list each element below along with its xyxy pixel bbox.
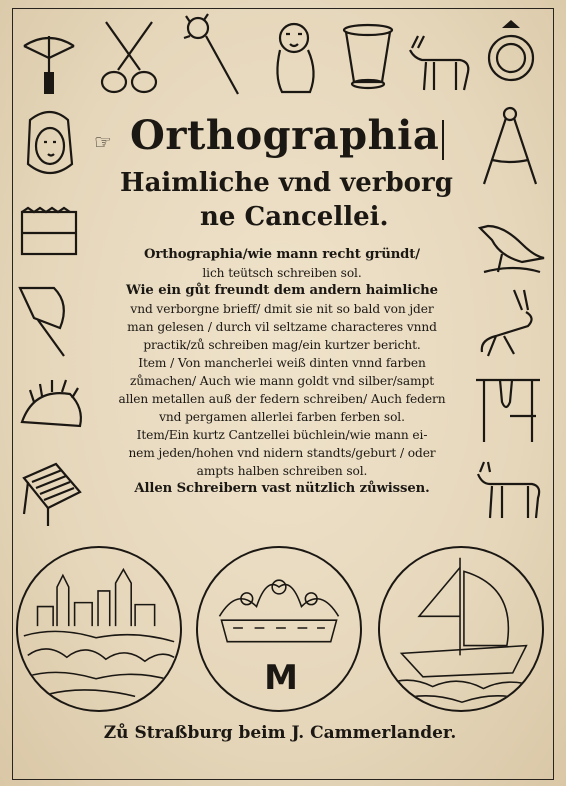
vase-icon — [340, 22, 396, 92]
imprint-line: Zů Straßburg beim J. Cammerlander. — [103, 723, 457, 743]
subtitle-line-2: ne Cancellei. — [200, 202, 389, 232]
title-bracket — [442, 120, 444, 160]
monogram-letter: M — [264, 658, 298, 698]
hare-icon — [474, 286, 546, 360]
page-title: Orthographia — [130, 112, 440, 159]
text-line: Orthographia/wie mann recht gründt/ — [143, 247, 421, 262]
saw-frame-icon — [18, 206, 80, 260]
text-line: lich teütsch schreiben sol. — [202, 266, 362, 280]
text-line: Item/Ein kurtz Cantzellei büchlein/wie mann ei- — [136, 428, 428, 442]
text-line: practik/zů schreiben mag/ein kurtzer bericht. — [143, 338, 421, 352]
text-line: Item / Von mancherlei weiß dinten vnnd farben — [138, 356, 426, 370]
text-line: Allen Schreibern vast nützlich zůwissen. — [134, 481, 430, 496]
bird-icon — [474, 208, 548, 276]
text-line: ampts halben schreiben sol. — [196, 464, 368, 478]
shears-icon — [96, 18, 162, 98]
text-line: man gelesen / durch vil seltzame characteres vnnd — [127, 320, 437, 334]
gallows-icon — [470, 372, 546, 444]
city-roundel — [16, 546, 182, 712]
description-text — [94, 246, 470, 498]
text-line: zůmachen/ Auch wie mann goldt vnd silber/sampt — [129, 374, 434, 388]
axe-icon — [14, 278, 76, 358]
ship-icon — [380, 548, 542, 710]
crown-roundel — [196, 546, 362, 712]
text-line: nem jeden/hohen vnd nidern standts/geburt / oder — [128, 446, 436, 460]
goat-icon — [404, 28, 476, 98]
text-line: Wie ein gůt freundt dem andern haimliche — [126, 283, 438, 298]
subtitle-line-1: Haimliche vnd verborg — [120, 168, 453, 198]
text-line: vnd pergamen allerlei farben ferben sol. — [159, 410, 405, 424]
hooded-head-icon — [16, 104, 82, 184]
ox-icon — [474, 458, 546, 524]
city-woodcut-icon — [18, 548, 180, 710]
hedgehog-icon — [14, 372, 86, 442]
text-line: vnd verborgne brieff/ dmit sie nit so bald von jder — [130, 302, 434, 316]
crossbow-icon — [20, 28, 78, 98]
compass-icon — [478, 104, 542, 188]
ring-icon — [484, 18, 538, 88]
mace-icon — [182, 12, 246, 98]
ship-roundel — [378, 546, 544, 712]
lion-icon — [264, 16, 326, 96]
pointing-hand-icon: ☞ — [94, 130, 112, 154]
grill-icon — [14, 458, 86, 530]
text-line: allen metallen auß der federn schreiben/ Auch federn — [118, 392, 446, 406]
